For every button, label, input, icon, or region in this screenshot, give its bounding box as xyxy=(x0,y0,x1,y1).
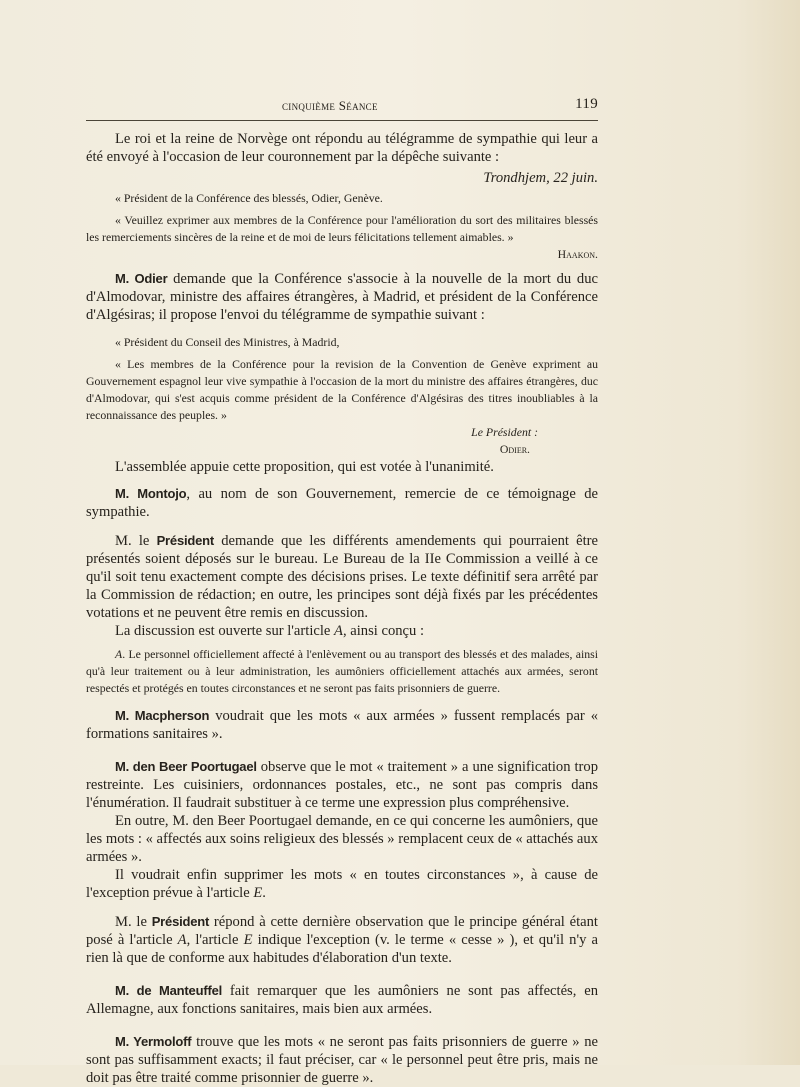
speaker-name: Président xyxy=(156,533,215,548)
speaker-name: M. Yermoloff xyxy=(115,1034,192,1049)
telegram-signature: Odier. xyxy=(499,442,530,456)
running-title: cinquième Séance xyxy=(282,98,378,113)
paragraph-yermoloff: M. Yermoloff trouve que les mots « ne seront pas faits prisonniers de guerre » ne sont pas suffisamment exacts; il faut préciser, car « le personnel peut être pris, mais ne doit pas être traité comme prisonnier de guerre ». xyxy=(86,1034,599,1086)
speaker-name: M. den Beer Poortugael xyxy=(115,759,257,774)
paragraph-den-beer: M. den Beer Poortugael observe que le mot « traitement » a une signification trop restreinte. Les cuisiniers, ordonnances postales, etc., ne sont pas compris dans l'énumération. Il faudrait substituer à ce terme une expression plus compréhensive. xyxy=(86,759,598,811)
paragraph-chaplains: En outre, M. den Beer Poortugael demande, en ce qui concerne les aumôniers, que les mots : « affectés aux soins religieux des blessés » remplacent ceux de « attachés aux armées ». xyxy=(86,813,598,865)
paragraph-president: M. le Président demande que les différents amendements qui pourraient être présentés soient déposés sur le bureau. Le Bureau de la IIe Commission a veillé à ce qu'il soit tenu exactement compte des décisions prises. Le texte définitif sera arrêté par la Commission de rédaction; en outre, les principes sont déjà fixés par les précédentes votations et ne peuvent être remis en discussion. xyxy=(86,533,598,621)
paragraph-vote: L'assemblée appuie cette proposition, qui est votée à l'unanimité. xyxy=(115,459,494,475)
page-header xyxy=(86,98,598,116)
paragraph-odier: M. Odier demande que la Conférence s'associe à la nouvelle de la mort du duc d'Almodovar, ministre des affaires étrangères, à Madrid, et président de la Conférence d'Algésiras; il propose l'envoi du télégramme de sympathie suivant : xyxy=(86,271,598,323)
paragraph-montojo: M. Montojo, au nom de son Gouvernement, remercie de ce témoignage de sympathie. xyxy=(86,486,599,520)
page-body xyxy=(86,130,598,1087)
speaker-name: M. de Manteuffel xyxy=(115,983,223,998)
article-a: A. Le personnel officiellement affecté à l'enlèvement ou au transport des blessés et des malades, ainsi qu'à leur traitement ou à leur administration, les aumôniers officiellement attachés aux armées, seront respectés et protégés en toutes circonstances et ne seront pas faits prisonniers de guerre. xyxy=(86,647,598,695)
page-number: 119 xyxy=(575,96,598,112)
paragraph-president-reply: M. le Président répond à cette dernière observation que le principe général étant posé à l'article A, l'article E indique l'exception (v. le terme « cesse » ), et qu'il n'y a rien là que de conforme aux habitudes d'élaboration d'un texte. xyxy=(86,914,598,966)
paragraph-discussion: La discussion est ouverte sur l'article A, ainsi conçu : xyxy=(115,623,425,639)
telegram-body: « Veuillez exprimer aux membres de la Conférence pour l'amélioration du sort des militaires blessés les remerciements sincères de la reine et de moi de leurs félicitations tellement aimables. » xyxy=(86,213,598,244)
paragraph-norway-reply: Le roi et la reine de Norvège ont répondu au télégramme de sympathie qui leur a été envoyé à l'occasion de leur couronnement par la dépêche suivante : xyxy=(86,131,598,165)
paragraph-manteuffel: M. de Manteuffel fait remarquer que les aumôniers ne sont pas affectés, en Allemagne, aux fonctions sanitaires, mais bien aux armées. xyxy=(86,983,598,1017)
telegram-signature-title: Le Président : xyxy=(471,425,538,439)
telegram-date: Trondhjem, 22 juin. xyxy=(483,170,598,186)
speaker-name: M. Montojo xyxy=(115,486,187,501)
speaker-name: Président xyxy=(151,914,210,929)
paragraph-macpherson: M. Macpherson voudrait que les mots « aux armées » fussent remplacés par « formations sanitaires ». xyxy=(86,708,598,742)
telegram-address: « Président du Conseil des Ministres, à Madrid, xyxy=(115,335,340,349)
header-rule xyxy=(86,120,598,121)
telegram-body: « Les membres de la Conférence pour la revision de la Convention de Genève expriment au Gouvernement espagnol leur vive sympathie à l'occasion de la mort du ministre des affaires étrangères, duc d'Almodovar, qui s'est acquis comme président de la Conférence d'Algésiras des titres inoubliables à la reconnaissance des peuples. » xyxy=(86,357,598,422)
speaker-name: M. Odier xyxy=(115,271,168,286)
speaker-name: M. Macpherson xyxy=(115,708,210,723)
telegram-signature: Haakon. xyxy=(557,247,598,261)
telegram-address: « Président de la Conférence des blessés, Odier, Genève. xyxy=(115,191,383,205)
paragraph-suppress: Il voudrait enfin supprimer les mots « en toutes circonstances », à cause de l'exception prévue à l'article E. xyxy=(86,867,598,901)
